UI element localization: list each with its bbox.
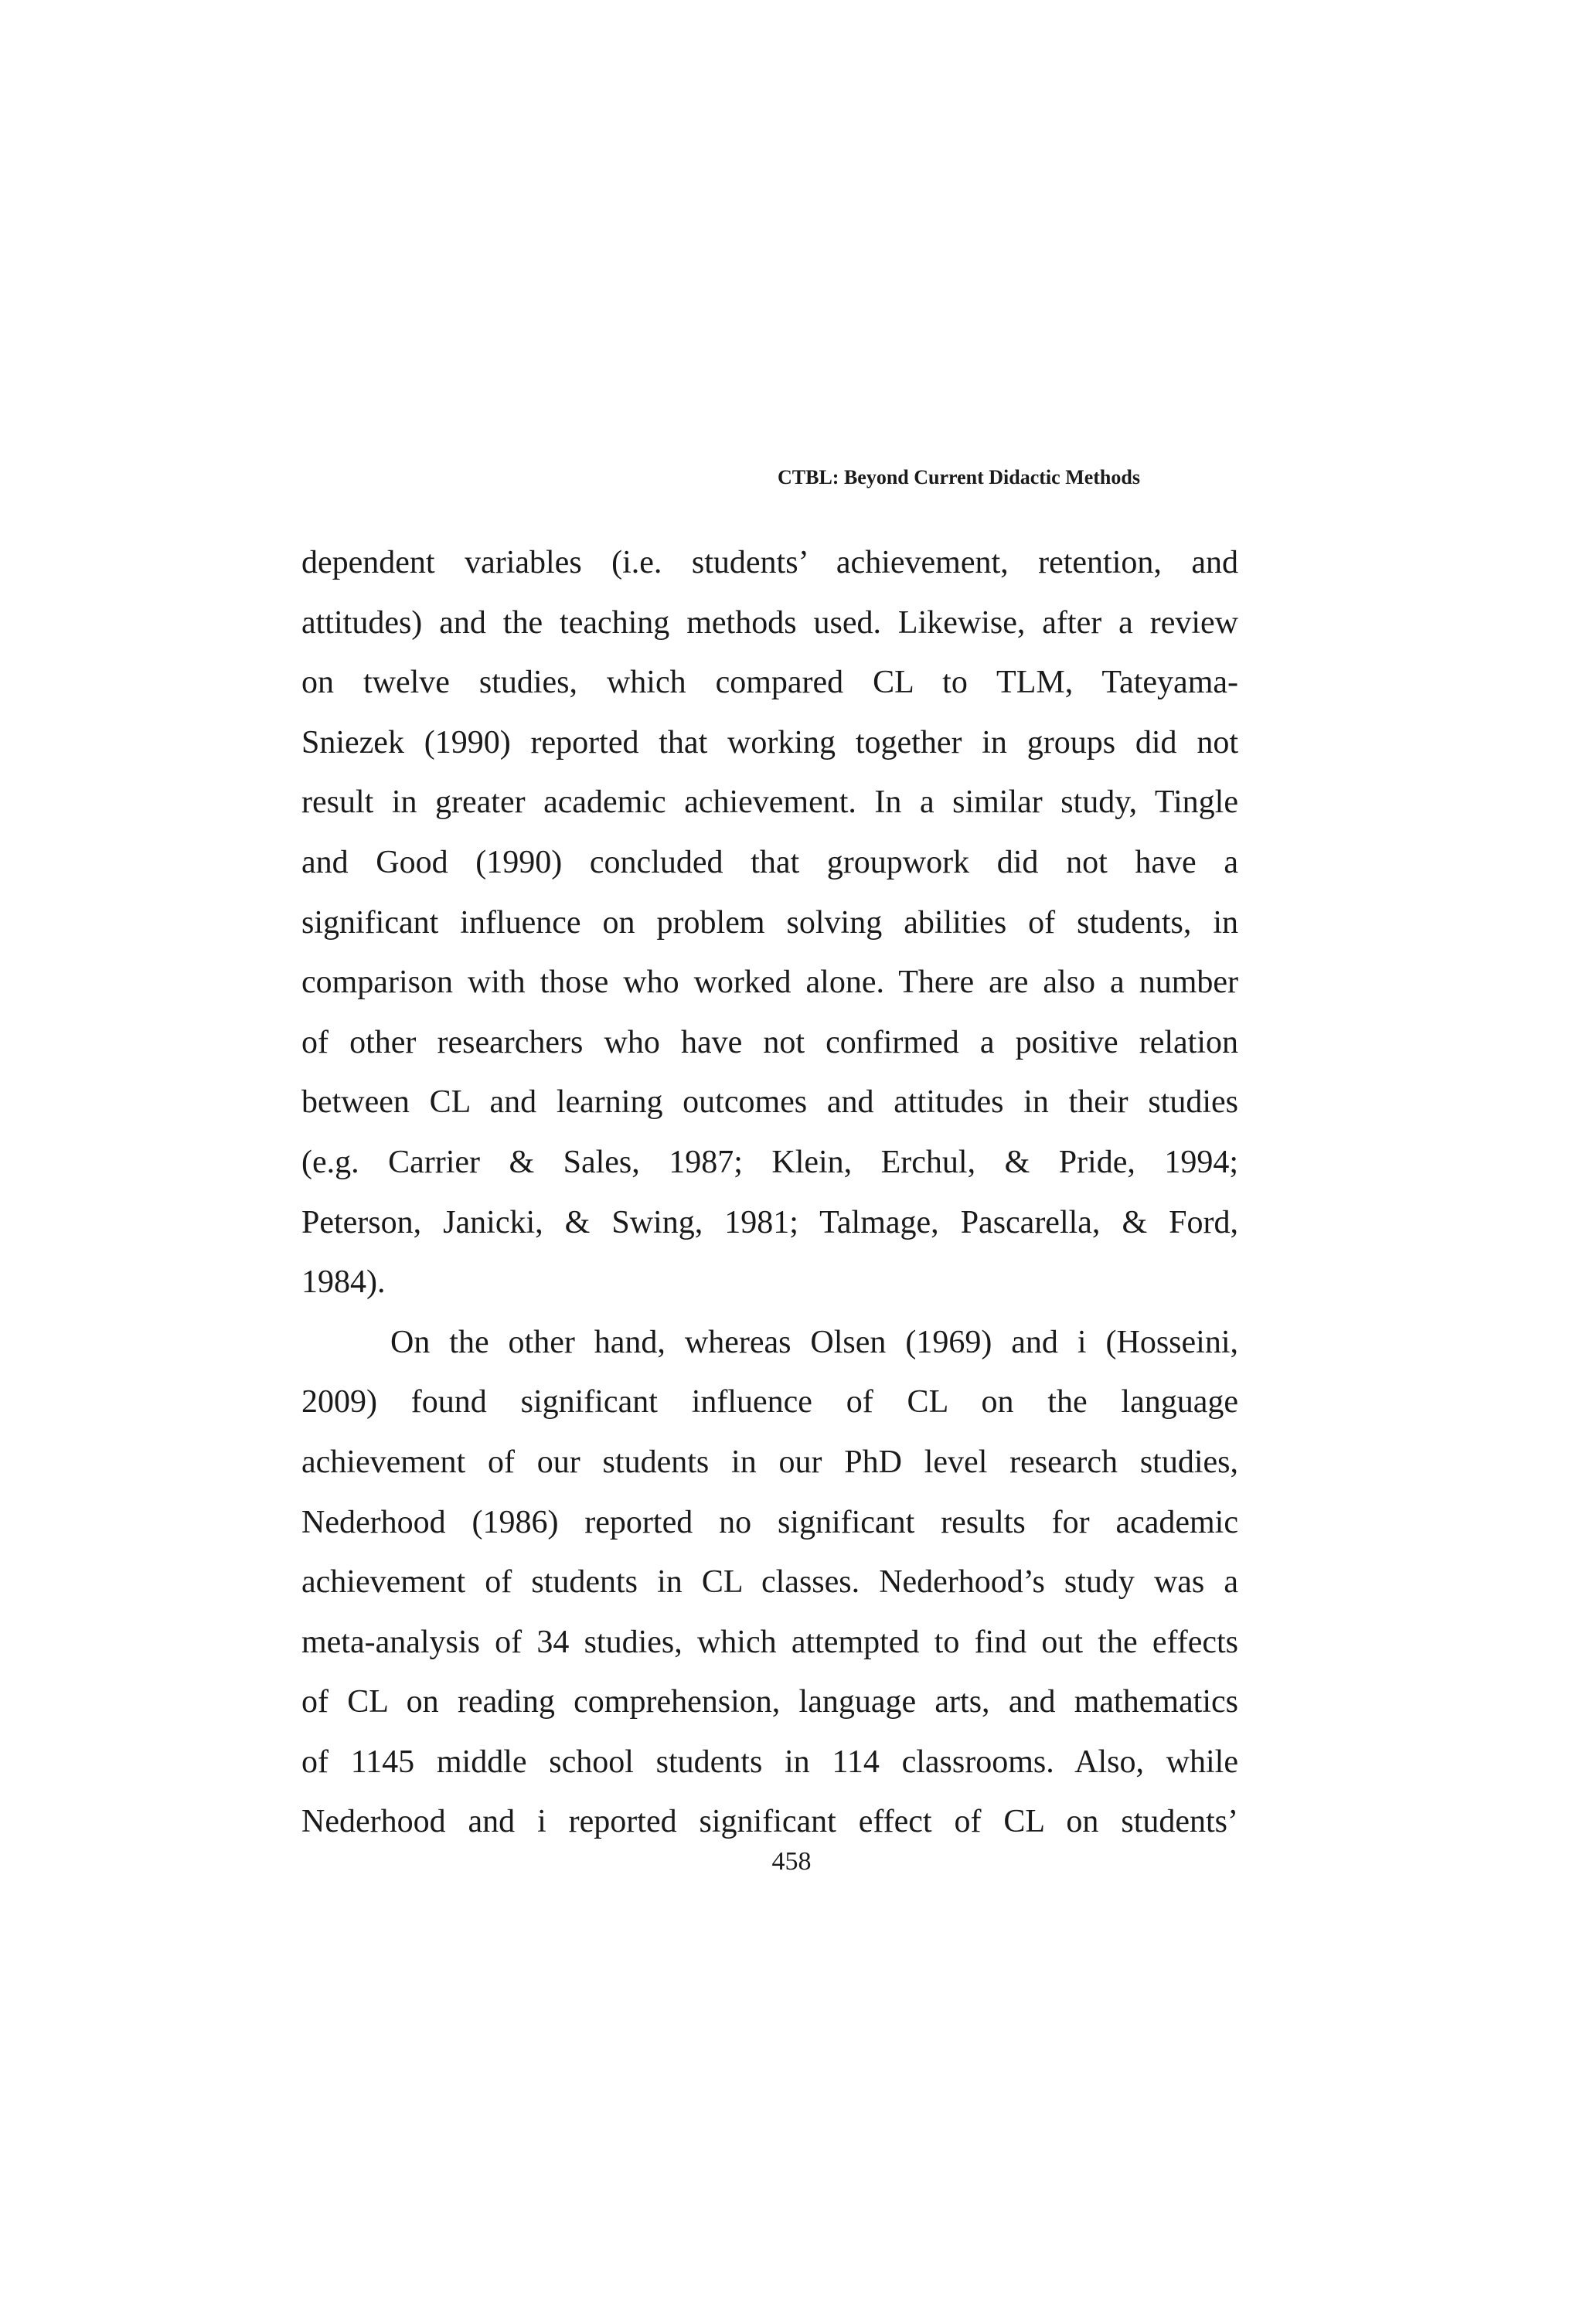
text-line: meta-analysis of 34 studies, which attempted to find out the effects bbox=[301, 1624, 1238, 1660]
text-line: comparison with those who worked alone. There are also a number bbox=[301, 965, 1238, 1001]
body-text bbox=[301, 533, 1238, 1853]
text-line: Peterson, Janicki, & Swing, 1981; Talmage, Pascarella, & Ford, bbox=[301, 1204, 1238, 1240]
text-line: of CL on reading comprehension, language arts, and mathematics bbox=[301, 1684, 1238, 1720]
text-line: on twelve studies, which compared CL to TLM, Tateyama- bbox=[301, 665, 1238, 701]
text-line: Nederhood and i reported significant effect of CL on students’ bbox=[301, 1804, 1238, 1840]
running-header: CTBL: Beyond Current Didactic Methods bbox=[778, 466, 1140, 488]
text-line: attitudes) and the teaching methods used. Likewise, after a review bbox=[301, 604, 1238, 641]
text-line: Nederhood (1986) reported no significant results for academic bbox=[301, 1504, 1238, 1540]
text-line: achievement of students in CL classes. Nederhood’s study was a bbox=[301, 1564, 1238, 1601]
text-line: dependent variables (i.e. students’ achievement, retention, and bbox=[301, 545, 1238, 580]
text-line: and Good (1990) concluded that groupwork did not have a bbox=[301, 844, 1238, 880]
text-line: (e.g. Carrier & Sales, 1987; Klein, Erchul, & Pride, 1994; bbox=[301, 1144, 1238, 1180]
page-number: 458 bbox=[771, 1847, 812, 1876]
text-line: between CL and learning outcomes and attitudes in their studies bbox=[301, 1084, 1238, 1121]
text-line: significant influence on problem solving abilities of students, in bbox=[301, 904, 1238, 941]
text-line: result in greater academic achievement. In a similar study, Tingle bbox=[301, 784, 1238, 821]
text-line: 1984). bbox=[301, 1264, 386, 1301]
text-line: of 1145 middle school students in 114 classrooms. Also, while bbox=[301, 1744, 1238, 1780]
text-line: achievement of our students in our PhD level research studies, bbox=[301, 1444, 1238, 1480]
text-line: of other researchers who have not confirmed a positive relation bbox=[301, 1024, 1238, 1060]
text-line: 2009) found significant influence of CL on the language bbox=[301, 1384, 1238, 1421]
text-line: Sniezek (1990) reported that working together in groups did not bbox=[301, 724, 1238, 760]
paragraph-first-line: On the other hand, whereas Olsen (1969) and i (Hosseini, bbox=[390, 1324, 1238, 1360]
